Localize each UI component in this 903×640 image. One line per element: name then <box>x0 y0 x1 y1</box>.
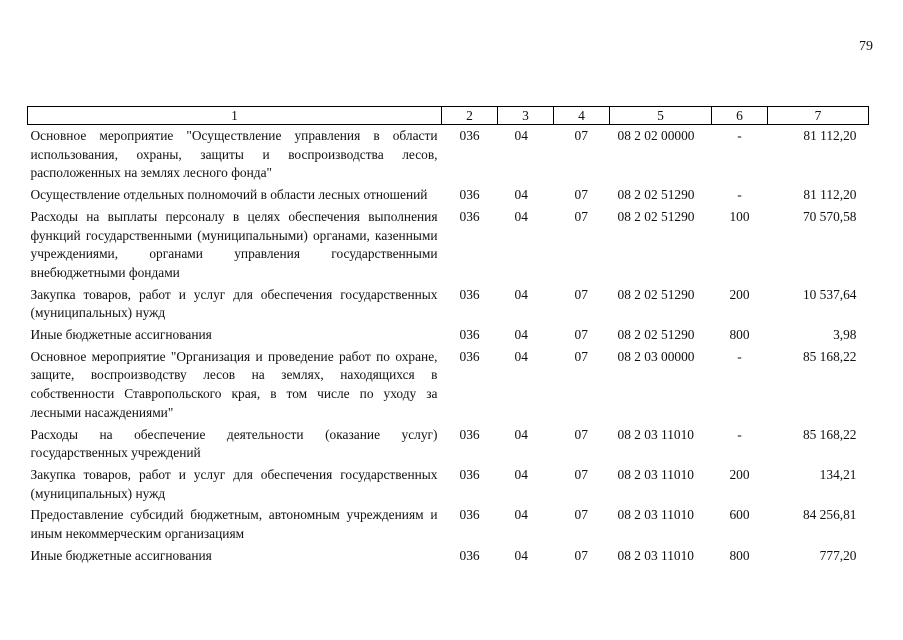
row-code-ministry: 036 <box>459 128 480 143</box>
header-col-1: 1 <box>28 107 442 125</box>
table-row <box>28 125 869 185</box>
row-subsection: 07 <box>574 348 588 364</box>
header-col-5: 5 <box>610 107 712 125</box>
row-name: Расходы на выплаты персоналу в целях обеспечения выполнения функций государственными (муниципальными) органами, казенными учреждениями, органами управления государственными внебюджетными фондами <box>30 208 438 280</box>
page-number: 79 <box>859 39 873 54</box>
row-expense-type: 800 <box>729 327 750 343</box>
row-name: Расходы на обеспечение деятельности (оказание услуг) государственных учреждений <box>30 426 438 461</box>
row-name: Закупка товаров, работ и услуг для обеспечения государственных (муниципальных) нужд <box>30 466 438 501</box>
row-expense-type: 200 <box>729 286 750 302</box>
row-section: 04 <box>514 507 528 523</box>
row-subsection: 07 <box>574 426 588 442</box>
row-subsection: 07 <box>574 466 588 482</box>
row-amount: 70 570,58 <box>802 208 857 224</box>
table-row <box>28 346 869 424</box>
row-target-article: 08 2 02 51290 <box>617 286 695 302</box>
table-row <box>28 545 869 567</box>
row-subsection: 07 <box>574 507 588 523</box>
row-target-article: 08 2 02 00000 <box>617 128 695 143</box>
table-row <box>28 424 869 464</box>
header-col-7: 7 <box>768 107 869 125</box>
row-subsection: 07 <box>574 327 588 343</box>
row-name: Иные бюджетные ассигнования <box>30 327 212 343</box>
row-amount: 84 256,81 <box>802 507 857 523</box>
row-section: 04 <box>514 348 528 364</box>
row-amount: 3,98 <box>833 327 857 343</box>
row-section: 04 <box>514 547 528 563</box>
row-section: 04 <box>514 327 528 343</box>
row-expense-type: - <box>737 187 742 203</box>
row-code-ministry: 036 <box>459 187 480 203</box>
row-code-ministry: 036 <box>459 286 480 302</box>
row-amount: 777,20 <box>819 547 857 563</box>
row-target-article: 08 2 03 00000 <box>617 348 695 364</box>
row-target-article: 08 2 02 51290 <box>617 327 695 343</box>
row-code-ministry: 036 <box>459 327 480 343</box>
row-subsection: 07 <box>574 547 588 563</box>
table-row <box>28 504 869 544</box>
row-name: Закупка товаров, работ и услуг для обеспечения государственных (муниципальных) нужд <box>30 286 438 321</box>
row-code-ministry: 036 <box>459 547 480 563</box>
row-subsection: 07 <box>574 286 588 302</box>
row-expense-type: - <box>737 128 742 143</box>
row-code-ministry: 036 <box>459 426 480 442</box>
row-section: 04 <box>514 187 528 203</box>
row-code-ministry: 036 <box>459 348 480 364</box>
row-expense-type: - <box>737 426 742 442</box>
row-expense-type: 100 <box>729 208 750 224</box>
budget-table <box>27 106 869 566</box>
row-target-article: 08 2 02 51290 <box>617 187 695 203</box>
row-target-article: 08 2 03 11010 <box>617 547 694 563</box>
row-code-ministry: 036 <box>459 208 480 224</box>
row-section: 04 <box>514 286 528 302</box>
row-amount: 85 168,22 <box>802 426 857 442</box>
table-row <box>28 284 869 324</box>
row-name: Основное мероприятие "Осуществление управления в области использования, охраны, защиты и воспроизводства лесов, расположенных на землях лесного фонда" <box>30 128 438 181</box>
row-expense-type: 800 <box>729 547 750 563</box>
table-row <box>28 206 869 284</box>
row-amount: 81 112,20 <box>803 187 857 203</box>
row-subsection: 07 <box>574 208 588 224</box>
row-section: 04 <box>514 128 528 143</box>
row-name: Предоставление субсидий бюджетным, автономным учреждениям и иным некоммерческим организациям <box>30 507 438 542</box>
row-amount: 10 537,64 <box>802 286 857 302</box>
row-target-article: 08 2 03 11010 <box>617 426 694 442</box>
row-code-ministry: 036 <box>459 466 480 482</box>
row-name: Иные бюджетные ассигнования <box>30 547 212 563</box>
row-amount: 85 168,22 <box>802 348 857 364</box>
row-section: 04 <box>514 208 528 224</box>
header-col-2: 2 <box>442 107 498 125</box>
row-target-article: 08 2 03 11010 <box>617 466 694 482</box>
header-col-4: 4 <box>554 107 610 125</box>
row-name: Осуществление отдельных полномочий в области лесных отношений <box>30 187 428 203</box>
row-expense-type: 600 <box>729 507 750 523</box>
row-section: 04 <box>514 466 528 482</box>
row-expense-type: 200 <box>729 466 750 482</box>
header-col-6: 6 <box>712 107 768 125</box>
row-subsection: 07 <box>574 128 588 143</box>
row-target-article: 08 2 02 51290 <box>617 208 695 224</box>
table-row <box>28 184 869 206</box>
row-target-article: 08 2 03 11010 <box>617 507 694 523</box>
row-amount: 134,21 <box>819 466 857 482</box>
row-subsection: 07 <box>574 187 588 203</box>
header-col-3: 3 <box>498 107 554 125</box>
table-header-row <box>28 107 869 125</box>
table-row <box>28 324 869 346</box>
row-code-ministry: 036 <box>459 507 480 523</box>
row-name: Основное мероприятие "Организация и проведение работ по охране, защите, воспроизводству лесов на землях, находящихся в собственности Ставропольского края, в том числе по уходу за лесными насаждениями" <box>30 348 438 420</box>
row-expense-type: - <box>737 348 742 364</box>
row-amount: 81 112,20 <box>803 128 857 143</box>
table-row <box>28 464 869 504</box>
row-section: 04 <box>514 426 528 442</box>
